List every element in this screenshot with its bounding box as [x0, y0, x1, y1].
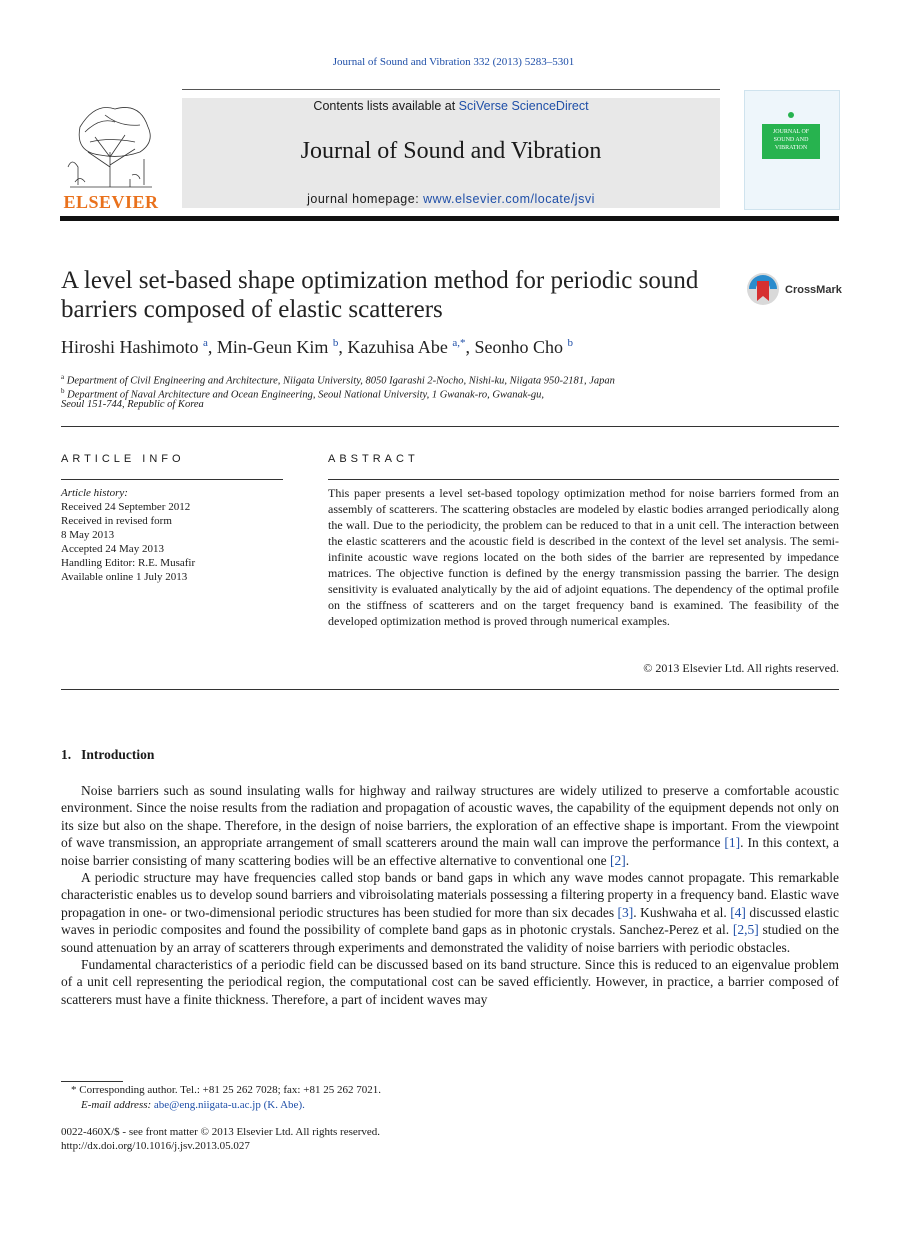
doi-link[interactable]: http://dx.doi.org/10.1016/j.jsv.2013.05.027 — [61, 1140, 250, 1152]
journal-citation[interactable]: Journal of Sound and Vibration 332 (2013) 5283–5301 — [332, 56, 575, 68]
homepage-prefix: journal homepage: — [307, 192, 424, 206]
author-affil-sup[interactable]: b — [567, 337, 574, 349]
section-heading-introduction — [61, 747, 154, 763]
elsevier-wordmark: ELSEVIER — [63, 192, 159, 212]
contents-lists-line — [182, 99, 720, 113]
history-item: Received in revised form — [61, 515, 172, 527]
issn-line: 0022-460X/$ - see front matter © 2013 Elsevier Ltd. All rights reserved. — [61, 1126, 381, 1138]
info-top-rule — [61, 426, 839, 427]
article-history — [61, 486, 195, 584]
email-link[interactable]: abe@eng.niigata-u.ac.jp (K. Abe). — [153, 1099, 305, 1111]
sciencedirect-link[interactable]: SciVerse ScienceDirect — [458, 99, 589, 113]
citation-link[interactable]: [1] — [724, 835, 741, 851]
corresponding-author-footnote: * Corresponding author. Tel.: +81 25 262 7028; fax: +81 25 262 7021. — [71, 1084, 381, 1096]
abstract-rule — [328, 479, 839, 480]
affiliation-sup: a — [61, 373, 65, 381]
journal-title: Journal of Sound and Vibration — [300, 138, 602, 164]
text-run: discussed elastic waves in periodic composites and found the possibility of complete band gaps as in photonic crystals. Sanchez-Perez et al. — [61, 904, 839, 938]
crossmark-icon[interactable] — [746, 272, 780, 306]
author-name[interactable]: Min-Geun Kim — [216, 337, 329, 357]
contents-prefix: Contents lists available at — [313, 99, 459, 113]
article-info-heading: ARTICLE INFO — [61, 453, 185, 465]
article-title: A level set-based shape optimization method for periodic sound barriers composed of elastic scatterers — [61, 267, 699, 323]
header-thick-rule — [60, 216, 839, 221]
header-top-rule — [182, 89, 720, 90]
cover-logo-dot — [788, 112, 794, 118]
cover-title-text: JOURNAL OF SOUND AND VIBRATION — [772, 129, 810, 151]
section-number: 1. — [61, 747, 72, 762]
email-label: E-mail address: — [81, 1099, 154, 1111]
history-item: Available online 1 July 2013 — [61, 571, 188, 583]
author-name[interactable]: Kazuhisa Abe — [347, 337, 448, 357]
journal-homepage-line — [182, 192, 720, 206]
section-title: Introduction — [81, 747, 155, 762]
history-item: Handling Editor: R.E. Musafir — [61, 557, 196, 569]
email-footnote — [81, 1099, 305, 1111]
author-list: Hiroshi Hashimoto $^a$, Min-Geun Kim $^b$, Kazuhisa Abe $^{a,*}$, Seonho Cho $^b$ — [61, 337, 574, 357]
author-name[interactable]: Seonho Cho — [474, 337, 564, 357]
paragraph — [61, 869, 839, 956]
citation-link[interactable]: [4] — [730, 904, 746, 920]
author-affil-sup[interactable]: a — [203, 337, 208, 349]
affiliation-text: Department of Naval Architecture and Ocean Engineering, Seoul National University, 1 Gwanak-ro, Gwanak-gu, — [67, 389, 545, 401]
article-info-rule — [61, 479, 283, 480]
text-run: A periodic structure may have frequencies called stop bands or band gaps in which any wave modes cannot propagate. This remarkable characteristic enables us to develop sound barriers and vibroisolating materials possessing a filtering property in a frequency band. Elastic wave propagation in one- or two-dimensional periodic structures has been studied for more than six decades — [61, 870, 839, 920]
abstract-text: This paper presents a level set-based topology optimization method for noise barriers formed from an assembly of scatterers. The scattering obstacles are modeled by elastic bodies arranged periodically along the wall. Due to the periodicity, the problem can be reduced to that in a unit cell. The interaction between the elastic scatterers and the acoustic field is described in the context of the level set analysis. The semi-infinite acoustic wave regions located on the both sides of the barrier are represented by impedance matrices. The objective function is defined by the energy transmission passing the barrier. The design sensitivity is evaluated analytically by the aid of adjoint equations. The dependency of the optimal profile on the stiffness of scatterers and on the target frequency band is examined. The feasibility of the developed optimization method is proved through numerical examples. — [328, 486, 839, 628]
history-item: Accepted 24 May 2013 — [61, 543, 164, 555]
history-label: Article history: — [61, 487, 128, 499]
text-run: . Kushwaha et al. — [633, 904, 731, 920]
crossmark-label[interactable]: CrossMark — [785, 284, 842, 296]
affiliation-text: Seoul 151-744, Republic of Korea — [61, 399, 204, 410]
text-run: Noise barriers such as sound insulating walls for highway and railway structures are widely utilized to preserve a comfortable acoustic environment. Since the noise results from the radiation and propagation of acoustic waves, the capability of the equipment depends not only on its size but also on the shape. Therefore, in the design of noise barriers, the exploration of an effective shape is important. From the viewpoint of wave transmission, an appropriate arrangement of small scatterers around the main wall can improve the performance — [61, 783, 839, 851]
abstract-heading: ABSTRACT — [328, 453, 419, 465]
text-run: studied on the sound attenuation by an array of scatterers through experiments and demonstrated the validity of noise barriers with periodic obstacles. — [61, 922, 839, 955]
paragraph: Fundamental characteristics of a periodic field can be discussed based on its band structure. Since this is reduced to an eigenvalue problem of a unit cell representing the periodical region, the computational cost can be saved efficiently. However, in practice, a barrier composed of scatterers must have a finite thickness. Therefore, a part of incident waves may — [61, 957, 839, 1007]
author-affil-sup[interactable]: a,* — [452, 337, 466, 349]
author-name[interactable]: Hiroshi Hashimoto — [61, 337, 199, 357]
introduction-body — [61, 782, 839, 1008]
author-affil-sup[interactable]: b — [332, 337, 339, 349]
citation-link[interactable]: [2,5] — [732, 922, 759, 938]
citation-link[interactable]: [3] — [617, 904, 634, 920]
history-item: 8 May 2013 — [61, 529, 115, 541]
abstract-copyright: © 2013 Elsevier Ltd. All rights reserved. — [643, 661, 839, 675]
history-item: Received 24 September 2012 — [61, 501, 191, 513]
text-run: . In this context, a noise barrier consisting of many scattering bodies will be an effective alternative to conventional one — [61, 835, 839, 868]
paragraph — [61, 782, 839, 869]
journal-homepage-link[interactable]: www.elsevier.com/locate/jsvi — [423, 192, 595, 206]
affiliation-b-cont — [61, 398, 204, 412]
affiliation-text: Department of Civil Engineering and Architecture, Niigata University, 8050 Igarashi 2-Nocho, Nishi-ku, Niigata 950-2181, Japan — [66, 375, 615, 387]
abstract-bottom-rule — [61, 689, 839, 690]
affiliation-sup: b — [61, 387, 65, 395]
text-run: . — [625, 852, 630, 868]
footnote-rule — [61, 1081, 123, 1082]
citation-link[interactable]: [2] — [609, 852, 626, 868]
